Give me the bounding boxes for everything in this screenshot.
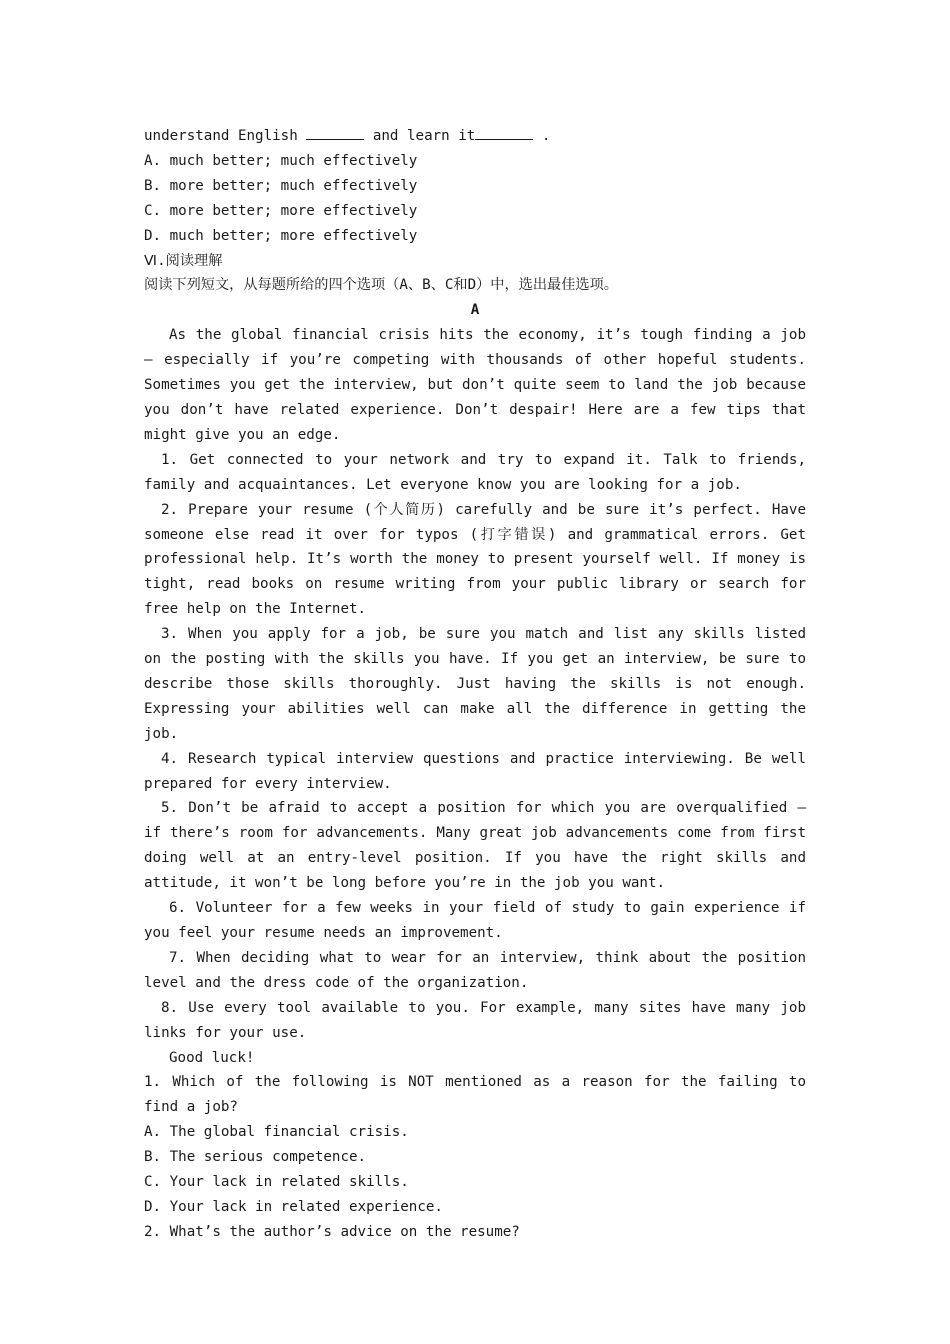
option-b: B. more better; much effectively	[144, 177, 418, 194]
option-a: A. much better; much effectively	[144, 152, 418, 169]
passage-intro: As the global financial crisis hits the economy, it’s tough finding a job — especially if you’re competing with thousands of other hopeful students. Sometimes you get the interview, but don’t quite seem to land the job because you don’t have related experience. Don’t despair! Here are a few tips that might give you an edge.	[144, 327, 806, 443]
document-page	[144, 124, 806, 1245]
question-2-stem: 2. What’s the author’s advice on the resume?	[144, 1223, 520, 1240]
tip-5: 5. Don’t be afraid to accept a position for which you are overqualified — if there’s room for advancements. Many great job advancements come from first doing well at an entry-level position. If you have the right skills and attitude, it won’t be long before you’re in the job you want.	[144, 800, 806, 892]
section-instruction: 阅读下列短文，从每题所给的四个选项（A、B、C和D）中，选出最佳选项。	[144, 277, 618, 294]
question-1-option-b: B. The serious competence.	[144, 1149, 367, 1166]
passage-label: A	[470, 302, 480, 319]
answer-blank	[306, 125, 364, 140]
tip-7: 7. When deciding what to wear for an interview, think about the position level and the dress code of the organization.	[144, 949, 806, 991]
question-1-stem: 1. Which of the following is NOT mentioned as a reason for the failing to find a job?	[144, 1074, 806, 1116]
passage-closing: Good luck!	[169, 1049, 255, 1066]
tip-4: 4. Research typical interview questions and practice interviewing. Be well prepared for every interview.	[144, 750, 806, 792]
question-stem: understand English and learn it .	[144, 124, 806, 149]
answer-blank	[475, 125, 533, 140]
tip-1: 1. Get connected to your network and try to expand it. Talk to friends, family and acquaintances. Let everyone know you are looking for a job.	[144, 451, 806, 493]
question-1-option-d: D. Your lack in related experience.	[144, 1198, 443, 1215]
tip-8: 8. Use every tool available to you. For example, many sites have many job links for your use.	[144, 999, 806, 1041]
option-d: D. much better; more effectively	[144, 227, 418, 244]
tip-3: 3. When you apply for a job, be sure you match and list any skills listed on the posting with the skills you have. If you get an interview, be sure to describe those skills thoroughly. Just having the skills is not enough. Expressing your abilities well can make all the difference in getting the job.	[144, 626, 806, 742]
tip-2: 2. Prepare your resume (个人简历) carefully and be sure it’s perfect. Have someone else read it over for typos (打字错误) and grammatical errors. Get professional help. It’s worth the money to present yourself well. If money is tight, read books on resume writing from your public library or search for free help on the Internet.	[144, 501, 806, 618]
tip-6: 6. Volunteer for a few weeks in your field of study to gain experience if you feel your resume needs an improvement.	[144, 900, 806, 941]
option-c: C. more better; more effectively	[144, 202, 418, 219]
section-heading: Ⅵ.阅读理解	[144, 252, 223, 269]
question-1-option-a: A. The global financial crisis.	[144, 1124, 409, 1141]
question-1-option-c: C. Your lack in related skills.	[144, 1174, 409, 1191]
